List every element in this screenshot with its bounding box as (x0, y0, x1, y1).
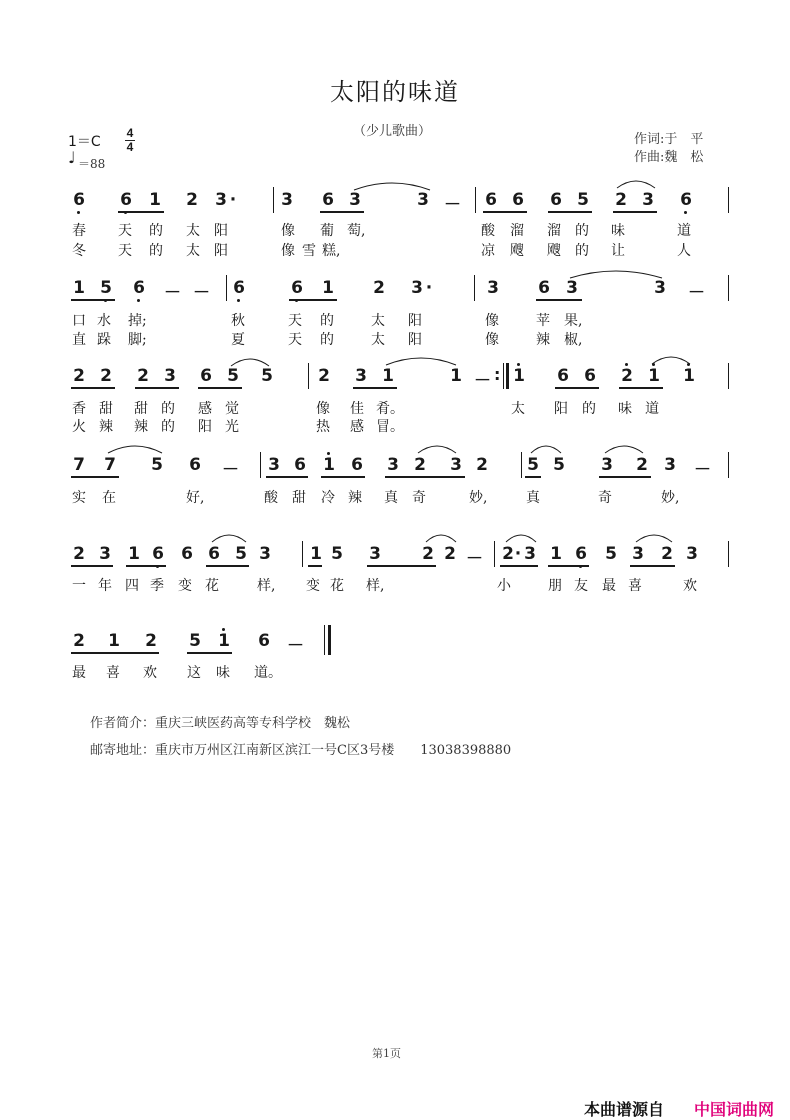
lyric: 花 (205, 578, 219, 594)
underline (206, 565, 249, 567)
lyric: 像 (281, 243, 295, 259)
repeat-sign: : (494, 365, 501, 384)
lyric: 样, (366, 578, 385, 594)
note: 6 (550, 190, 562, 210)
note: 3 (268, 455, 280, 475)
underline (71, 387, 115, 389)
lyric: 辣 (99, 419, 113, 435)
note: 2 (422, 544, 434, 564)
lyric: 的 (149, 243, 163, 259)
lyric: 欢 (143, 665, 157, 681)
slur (106, 443, 164, 455)
lyric: 最 (72, 665, 86, 681)
note: 3 (164, 366, 176, 386)
note: 3 (417, 190, 429, 210)
subtitle: （少儿歌曲） (353, 124, 432, 139)
lyric: 甜 (99, 401, 113, 417)
lyric: 味 (611, 223, 625, 239)
lyric: 样, (257, 578, 276, 594)
note: 3 (411, 278, 423, 298)
lyric: 天 (118, 243, 132, 259)
note: 6 (557, 366, 569, 386)
lyric: 直 (72, 332, 86, 348)
note: 5 (577, 190, 589, 210)
bar-line (728, 275, 729, 301)
lyric: 苹 (536, 313, 550, 329)
slur (650, 354, 692, 366)
tempo: ＝88 (78, 157, 106, 171)
slur (416, 443, 458, 455)
lyric: 妙, (661, 490, 680, 506)
lyric: 真 (384, 490, 398, 506)
dash: － (694, 460, 711, 480)
lyric: 阳 (214, 223, 228, 239)
time-bottom: 4 (126, 140, 134, 154)
note: 5 (527, 455, 539, 475)
bar-line (302, 541, 303, 567)
lyric: 实 (72, 490, 86, 506)
dash: － (164, 283, 181, 303)
note: 5 (553, 455, 565, 475)
lyric: 道。 (254, 665, 282, 681)
lyric: 喜 (628, 578, 642, 594)
note: 1 (321, 455, 337, 475)
note: 1 (108, 631, 120, 651)
lyric: 飕 (510, 243, 524, 259)
note: 6 (208, 544, 220, 564)
note: 6 (181, 544, 193, 564)
note: 3 (355, 366, 367, 386)
bar-line-thick (506, 363, 509, 389)
note: 6 (584, 366, 596, 386)
lyric: 变 (178, 578, 192, 594)
time-signature (125, 128, 135, 153)
lyric: 光 (225, 419, 239, 435)
note: 3 (259, 544, 271, 564)
lyric: 阳 (214, 243, 228, 259)
note: 2 (619, 366, 635, 386)
lyric: 肴。 (376, 401, 404, 417)
note: 2 (615, 190, 627, 210)
lyric: 花 (330, 578, 344, 594)
lyric: 甜 (292, 490, 306, 506)
page-number: 第1页 (372, 1047, 401, 1060)
note: 1 (450, 366, 462, 386)
lyric: 天 (288, 332, 302, 348)
lyric: 萄, (347, 223, 366, 239)
lyric: 果, (564, 313, 583, 329)
lyric: 飕 (547, 243, 561, 259)
note: 5 (261, 366, 273, 386)
lyric: 友 (574, 578, 588, 594)
lyric: 口 (72, 313, 86, 329)
lyric: 辣 (134, 419, 148, 435)
bar-line (324, 625, 325, 655)
lyric: 佳 (350, 401, 364, 417)
note: 2 (476, 455, 488, 475)
lyric: 最 (602, 578, 616, 594)
underline (613, 211, 657, 213)
lyric: 在 (102, 490, 116, 506)
page-title: 太阳的味道 (330, 78, 460, 106)
lyric: 奇 (598, 490, 612, 506)
slur (615, 178, 657, 190)
lyric: 的 (575, 243, 589, 259)
bar-line (728, 187, 729, 213)
lyric: 好, (186, 490, 205, 506)
slur (210, 532, 248, 544)
note: 3 (450, 455, 462, 475)
note: 5 (331, 544, 343, 564)
slur (603, 443, 645, 455)
dash: － (287, 636, 304, 656)
underline (555, 387, 599, 389)
dash: － (193, 283, 210, 303)
lyric: 热 (316, 419, 330, 435)
note: 2 (502, 544, 514, 564)
lyric: 的 (161, 401, 175, 417)
author-bio: 作者简介：重庆三峡医药高等专科学校 魏松 (90, 716, 351, 731)
lyric: 季 (150, 578, 164, 594)
note: 3 (487, 278, 499, 298)
lyric: 的 (161, 419, 175, 435)
note: 6 (322, 190, 334, 210)
lyric: 四 (125, 578, 139, 594)
underline (71, 565, 113, 567)
underline (71, 299, 115, 301)
note: 1 (149, 190, 161, 210)
note: 5 (189, 631, 201, 651)
underline (536, 299, 582, 301)
note: 6 (512, 190, 524, 210)
lyric: 酸 (481, 223, 495, 239)
bar-line (521, 452, 522, 478)
note: 5 (605, 544, 617, 564)
note: 1 (511, 366, 527, 386)
lyric: 的 (575, 223, 589, 239)
note: 1 (322, 278, 334, 298)
lyric: 酸 (264, 490, 278, 506)
note: 6 (71, 190, 87, 210)
lyric: 脚; (128, 332, 147, 348)
bar-line (728, 452, 729, 478)
lyric: 雪 (302, 243, 316, 259)
lyric: 掉; (128, 313, 147, 329)
note: 6 (538, 278, 550, 298)
note: 5 (235, 544, 247, 564)
note: 6 (289, 278, 305, 298)
slur (568, 268, 664, 280)
lyric: 太 (186, 243, 200, 259)
note: 3 (642, 190, 654, 210)
underline (619, 387, 663, 389)
note: 7 (73, 455, 85, 475)
note: 1 (73, 278, 85, 298)
dash: － (688, 283, 705, 303)
note: 2 (318, 366, 330, 386)
lyric: 朋 (548, 578, 562, 594)
note: 1 (646, 366, 662, 386)
lyric: 阳 (408, 332, 422, 348)
lyric: 一 (72, 578, 86, 594)
note: 1 (681, 366, 697, 386)
slur (634, 532, 674, 544)
underline (198, 387, 242, 389)
lyric: 让 (611, 243, 625, 259)
lyric: 溜 (510, 223, 524, 239)
underline (71, 476, 119, 478)
lyric: 小 (497, 578, 511, 594)
dot: · (514, 544, 522, 564)
underline (525, 476, 541, 478)
note: 2 (73, 366, 85, 386)
bar-line (728, 363, 729, 389)
underline (630, 565, 675, 567)
lyric: 太 (371, 313, 385, 329)
note: 3 (349, 190, 361, 210)
composer: 作曲:魏 松 (634, 150, 704, 165)
note: 3 (654, 278, 666, 298)
lyric: 葡 (320, 223, 334, 239)
note: 3 (601, 455, 613, 475)
note: 3 (387, 455, 399, 475)
underline (385, 476, 465, 478)
note: 3 (369, 544, 381, 564)
note: 3 (632, 544, 644, 564)
lyric: 味 (618, 401, 632, 417)
lyric: 糕, (322, 243, 341, 259)
underline (321, 476, 365, 478)
note: 1 (382, 366, 394, 386)
dash: － (222, 460, 239, 480)
note: 6 (258, 631, 270, 651)
lyric: 感 (350, 419, 364, 435)
bar-line (728, 541, 729, 567)
lyric: 甜 (134, 401, 148, 417)
lyric: 真 (526, 490, 540, 506)
lyric: 的 (582, 401, 596, 417)
lyric: 像 (485, 332, 499, 348)
lyric: 的 (149, 223, 163, 239)
key-signature: 1＝C (68, 134, 101, 150)
lyric: 喜 (106, 665, 120, 681)
slur (229, 356, 271, 368)
lyric: 椒, (564, 332, 583, 348)
lyric: 冷 (321, 490, 335, 506)
underline (548, 211, 592, 213)
watermark-site[interactable]: 中国词曲网 (694, 1100, 775, 1119)
note: 6 (189, 455, 201, 475)
underline (548, 565, 589, 567)
note: 3 (524, 544, 536, 564)
watermark-source: 本曲谱源自 (584, 1100, 665, 1119)
lyric: 人 (677, 243, 691, 259)
lyricist: 作词:于 平 (634, 132, 704, 147)
lyric: 道 (677, 223, 691, 239)
underline (126, 565, 166, 567)
note: 2 (444, 544, 456, 564)
bar-line-thick (328, 625, 331, 655)
note: 2 (73, 544, 85, 564)
mailing-address: 邮寄地址：重庆市万州区江南新区滨江一号C区3号楼 13038398880 (90, 743, 512, 758)
note: 6 (351, 455, 363, 475)
note: 6 (118, 190, 134, 210)
lyric: 像 (281, 223, 295, 239)
underline (353, 387, 397, 389)
lyric: 夏 (231, 332, 245, 348)
note: 2 (100, 366, 112, 386)
note: 3 (99, 544, 111, 564)
dot: · (229, 190, 237, 210)
dash: － (474, 371, 491, 391)
note: 7 (104, 455, 116, 475)
note: 3 (686, 544, 698, 564)
note: 6 (485, 190, 497, 210)
note: 1 (216, 631, 232, 651)
lyric: 感 (198, 401, 212, 417)
note: 1 (128, 544, 140, 564)
note: 3 (281, 190, 293, 210)
note: 6 (294, 455, 306, 475)
quarter-note-icon: ♩ (68, 148, 76, 167)
note: 3 (215, 190, 227, 210)
lyric: 味 (216, 665, 230, 681)
lyric: 冬 (72, 243, 86, 259)
slur (529, 443, 563, 455)
underline (320, 211, 364, 213)
slur (424, 532, 458, 544)
time-top: 4 (126, 126, 134, 140)
underline (135, 387, 179, 389)
note: 2 (137, 366, 149, 386)
lyric: 辣 (536, 332, 550, 348)
note: 1 (550, 544, 562, 564)
lyric: 阳 (198, 419, 212, 435)
bar-line (226, 275, 227, 301)
underline (500, 565, 538, 567)
lyric: 溜 (547, 223, 561, 239)
lyric: 春 (72, 223, 86, 239)
bar-line (260, 452, 261, 478)
underline (483, 211, 527, 213)
bar-line (308, 363, 309, 389)
slur (504, 532, 538, 544)
lyric: 阳 (408, 313, 422, 329)
bar-line (273, 187, 274, 213)
lyric: 奇 (412, 490, 426, 506)
lyric: 的 (320, 313, 334, 329)
lyric: 火 (72, 419, 86, 435)
lyric: 太 (371, 332, 385, 348)
note: 2 (414, 455, 426, 475)
bar-line (475, 187, 476, 213)
lyric: 秋 (231, 313, 245, 329)
note: 3 (566, 278, 578, 298)
note: 2 (373, 278, 385, 298)
lyric: 道 (645, 401, 659, 417)
slur (352, 180, 432, 192)
lyric: 跺 (97, 332, 111, 348)
underline (367, 565, 436, 567)
note: 6 (678, 190, 694, 210)
dot: · (425, 278, 433, 298)
underline (187, 652, 232, 654)
lyric: 阳 (554, 401, 568, 417)
note: 3 (664, 455, 676, 475)
lyric: 香 (72, 401, 86, 417)
note: 6 (150, 544, 166, 564)
note: 5 (98, 278, 114, 298)
underline (308, 565, 322, 567)
lyric: 变 (306, 578, 320, 594)
lyric: 像 (485, 313, 499, 329)
dash: － (466, 549, 483, 569)
lyric: 年 (98, 578, 112, 594)
note: 2 (186, 190, 198, 210)
note: 6 (231, 278, 247, 298)
lyric: 凉 (481, 243, 495, 259)
underline (599, 476, 651, 478)
lyric: 水 (97, 313, 111, 329)
lyric: 辣 (348, 490, 362, 506)
note: 6 (131, 278, 147, 298)
dash: － (444, 195, 461, 215)
note: 2 (73, 631, 85, 651)
bar-line (474, 275, 475, 301)
note: 1 (310, 544, 322, 564)
bar-line (494, 541, 495, 567)
lyric: 天 (288, 313, 302, 329)
lyric: 天 (118, 223, 132, 239)
lyric: 觉 (225, 401, 239, 417)
lyric: 欢 (683, 578, 697, 594)
bar-line (503, 363, 504, 389)
lyric: 妙, (469, 490, 488, 506)
lyric: 像 (316, 401, 330, 417)
note: 2 (661, 544, 673, 564)
underline (266, 476, 308, 478)
note: 2 (145, 631, 157, 651)
lyric: 冒。 (376, 419, 404, 435)
note: 2 (636, 455, 648, 475)
note: 5 (227, 366, 239, 386)
lyric: 太 (186, 223, 200, 239)
lyric: 这 (187, 665, 201, 681)
slur (384, 355, 458, 367)
lyric: 的 (320, 332, 334, 348)
note: 6 (200, 366, 212, 386)
note: 5 (151, 455, 163, 475)
lyric: 太 (511, 401, 525, 417)
underline (289, 299, 337, 301)
underline (118, 211, 164, 213)
underline (71, 652, 159, 654)
note: 6 (573, 544, 589, 564)
